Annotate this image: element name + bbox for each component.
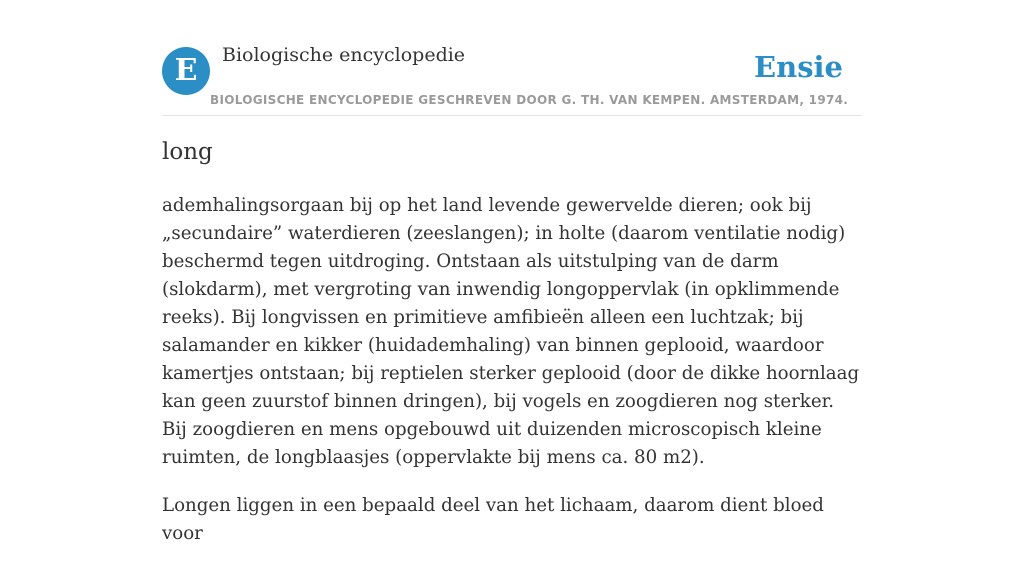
page — [162, 0, 862, 544]
entry-paragraph: ademhalingsorgaan bij op het land levende gewervelde dieren; ook bij „secundaire” waterdieren (zeeslangen); in holte (daarom ventilatie nodig) beschermd tegen uitdroging. Ontstaan als uitstulping van de darm (slokdarm), met vergroting van inwendig longoppervlak (in opklimmende reeks). Bij longvissen en primitieve amfibieën alleen een luchtzak; bij salamander en kikker (huidademhaling) van binnen geplooid, waardoor kamertjes ontstaan; bij reptielen sterker geplooid (door de dikke hoornlaag kan geen zuurstof binnen dringen), bij vogels en zoogdieren nog sterker. Bij zoogdieren en mens opgebouwd uit duizenden microscopisch kleine ruimten, de longblaasjes (oppervlakte bij mens ca. 80 m2). — [162, 195, 860, 468]
publication-logo[interactable]: E — [162, 47, 210, 95]
publication-subtitle: BIOLOGISCHE ENCYCLOPEDIE GESCHREVEN DOOR G. TH. VAN KEMPEN. AMSTERDAM, 1974. — [210, 93, 849, 107]
entry-content — [162, 192, 862, 568]
publication-title[interactable]: Biologische encyclopedie — [222, 44, 466, 66]
entry-title: long — [162, 139, 213, 165]
entry-paragraph: Longen liggen in een bepaald deel van het lichaam, daarom dient bloed voor — [162, 495, 824, 544]
brand-logo[interactable]: Ensie — [754, 50, 843, 84]
header — [162, 0, 862, 116]
